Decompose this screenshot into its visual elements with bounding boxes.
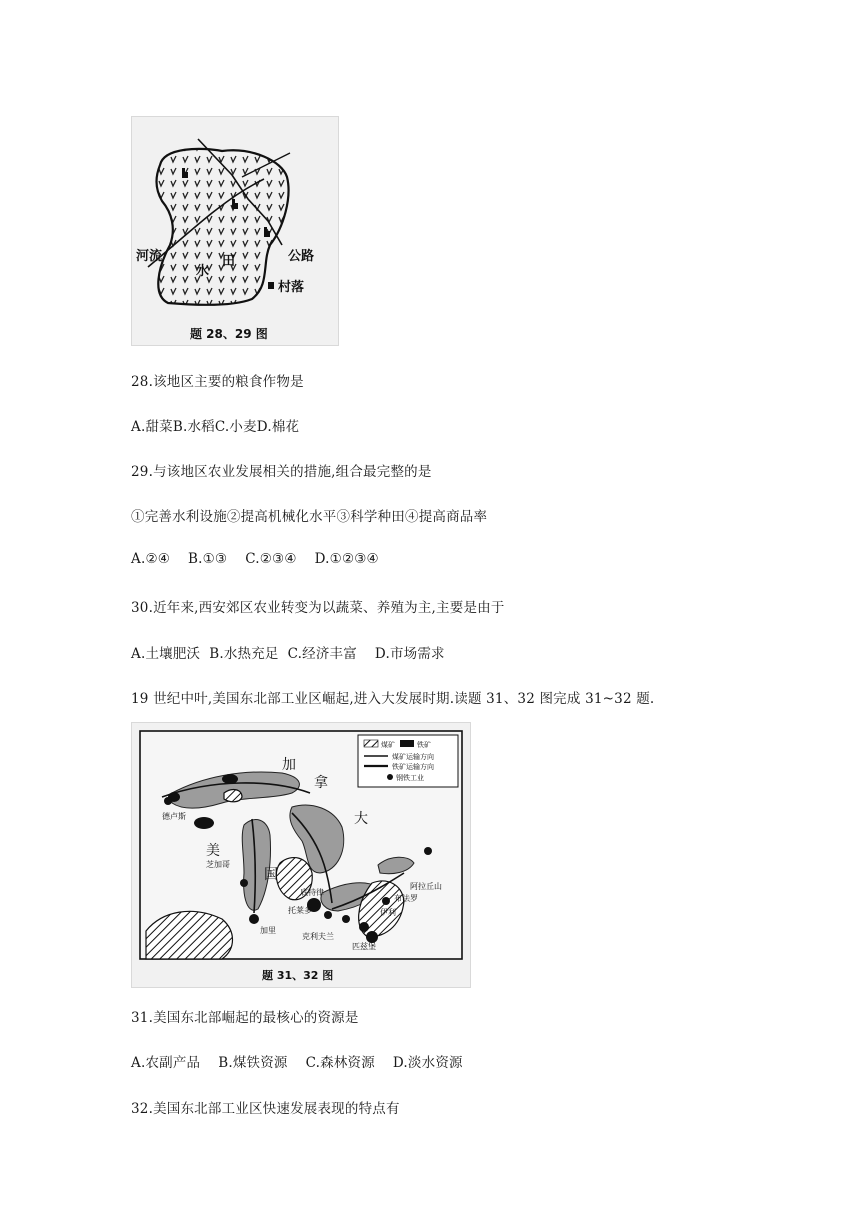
svg-text:煤矿运输方向: 煤矿运输方向 bbox=[392, 753, 434, 761]
label-appalachian: 阿拉丘山 bbox=[410, 882, 442, 891]
map-legend bbox=[358, 735, 458, 787]
label-paddy-2: 田 bbox=[222, 254, 236, 269]
label-da: 大 bbox=[354, 811, 368, 827]
figure-industrial-map bbox=[131, 722, 471, 988]
q28-stem: 28.该地区主要的粮食作物是 bbox=[131, 374, 304, 390]
label-paddy-1: 水 bbox=[196, 264, 210, 279]
svg-text:煤矿: 煤矿 bbox=[381, 741, 395, 749]
label-river: 河流 bbox=[136, 249, 163, 264]
label-na: 拿 bbox=[314, 775, 328, 791]
q32-stem: 32.美国东北部工业区快速发展表现的特点有 bbox=[131, 1101, 400, 1117]
label-mei: 美 bbox=[206, 843, 220, 859]
village-legend-icon bbox=[268, 282, 274, 289]
paddy-map-svg bbox=[132, 117, 338, 345]
field-boundary bbox=[157, 149, 289, 305]
q30-options: A.土壤肥沃 B.水热充足 C.经济丰富 D.市场需求 bbox=[131, 646, 445, 662]
label-duluth: 德卢斯 bbox=[162, 812, 186, 821]
q30-stem: 30.近年来,西安郊区农业转变为以蔬菜、养殖为主,主要是由于 bbox=[131, 600, 505, 616]
industrial-map-svg bbox=[132, 723, 470, 987]
label-pittsburgh: 匹兹堡 bbox=[352, 942, 376, 951]
figure-paddy-map bbox=[131, 116, 339, 346]
label-gary: 加里 bbox=[260, 926, 276, 935]
intro-text: 19 世纪中叶,美国东北部工业区崛起,进入大发展时期.读题 31、32 图完成 31~32 题. bbox=[131, 691, 655, 707]
q29-options: A.②④ B.①③ C.②③④ D.①②③④ bbox=[131, 551, 379, 567]
label-buffalo: 布法罗 bbox=[394, 894, 418, 903]
q28-options: A.甜菜B.水稻C.小麦D.棉花 bbox=[131, 419, 300, 435]
figure2-caption: 题 31、32 图 bbox=[262, 969, 334, 982]
label-village: 村落 bbox=[278, 280, 305, 295]
label-guo: 国 bbox=[264, 867, 278, 883]
q29-items: ①完善水利设施②提高机械化水平③科学种田④提高商品率 bbox=[131, 509, 488, 525]
q31-options: A.农副产品 B.煤铁资源 C.森林资源 D.淡水资源 bbox=[131, 1055, 463, 1071]
label-erie: 伊利 bbox=[380, 908, 396, 917]
label-chicago: 芝加哥 bbox=[206, 860, 230, 869]
svg-text:钢铁工业: 钢铁工业 bbox=[396, 774, 424, 782]
label-toledo: 托莱多 bbox=[288, 906, 312, 915]
label-detroit: 底特律 bbox=[300, 888, 324, 897]
label-jia: 加 bbox=[282, 757, 296, 773]
label-road: 公路 bbox=[288, 249, 315, 264]
q31-stem: 31.美国东北部崛起的最核心的资源是 bbox=[131, 1010, 359, 1026]
q29-stem: 29.与该地区农业发展相关的措施,组合最完整的是 bbox=[131, 464, 432, 480]
label-cleveland: 克利夫兰 bbox=[302, 932, 334, 941]
svg-text:铁矿运输方向: 铁矿运输方向 bbox=[392, 763, 434, 771]
svg-text:铁矿: 铁矿 bbox=[417, 741, 431, 749]
figure1-caption: 题 28、29 图 bbox=[190, 327, 268, 341]
